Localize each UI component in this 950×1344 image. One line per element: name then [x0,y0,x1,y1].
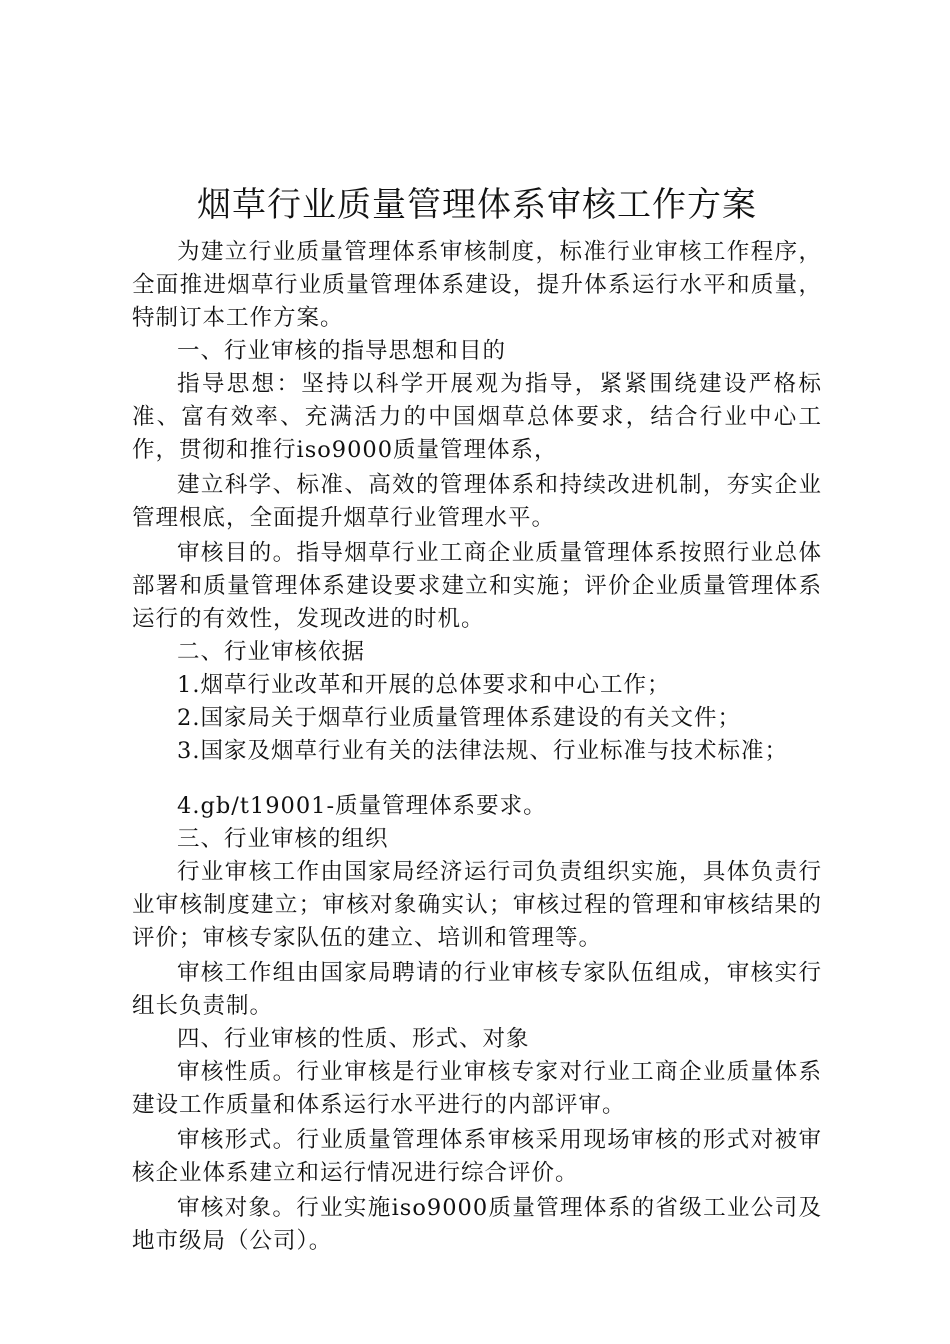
working-group-paragraph: 审核工作组由国家局聘请的行业审核专家队伍组成，审核实行组长负责制。 [132,960,822,1019]
section-heading-1: 一、行业审核的指导思想和目的 [177,338,507,364]
basis-item-2: 2.国家局关于烟草行业质量管理体系建设的有关文件； [177,705,741,731]
intro-paragraph: 为建立行业质量管理体系审核制度，标准行业审核工作程序，全面推进烟草行业质量管理体系建设，提升体系运行水平和质量，特制订本工作方案。 [132,239,822,331]
basis-item-1: 1.烟草行业改革和开展的总体要求和中心工作； [177,672,671,698]
audit-purpose-paragraph: 审核目的。指导烟草行业工商企业质量管理体系按照行业总体部署和质量管理体系建设要求建立和实施；评价企业质量管理体系运行的有效性，发现改进的时机。 [132,540,822,632]
basis-item-3: 3.国家及烟草行业有关的法律法规、行业标准与技术标准； [177,738,788,764]
audit-object-paragraph: 审核对象。行业实施iso9000质量管理体系的省级工业公司及地市级局（公司）。 [132,1195,822,1254]
guiding-thought-paragraph: 指导思想：坚持以科学开展观为指导，紧紧围绕建设严格标准、富有效率、充满活力的中国烟草总体要求，结合行业中心工作，贯彻和推行iso9000质量管理体系， [132,371,822,463]
document-page [132,182,822,1258]
document-title: 烟草行业质量管理体系审核工作方案 [197,185,757,225]
section-heading-4: 四、行业审核的性质、形式、对象 [177,1026,530,1052]
section-heading-3: 三、行业审核的组织 [177,826,389,852]
audit-form-paragraph: 审核形式。行业质量管理体系审核采用现场审核的形式对被审核企业体系建立和运行情况进行综合评价。 [132,1127,822,1186]
section-heading-2: 二、行业审核依据 [177,639,366,665]
mechanism-paragraph: 建立科学、标准、高效的管理体系和持续改进机制，夯实企业管理根底，全面提升烟草行业管理水平。 [132,472,822,531]
audit-nature-paragraph: 审核性质。行业审核是行业审核专家对行业工商企业质量体系建设工作质量和体系运行水平进行的内部评审。 [132,1059,822,1118]
organization-paragraph: 行业审核工作由国家局经济运行司负责组织实施，具体负责行业审核制度建立；审核对象确实认；审核过程的管理和审核结果的评价；审核专家队伍的建立、培训和管理等。 [132,859,822,951]
basis-item-4: 4.gb/t19001-质量管理体系要求。 [177,793,547,819]
